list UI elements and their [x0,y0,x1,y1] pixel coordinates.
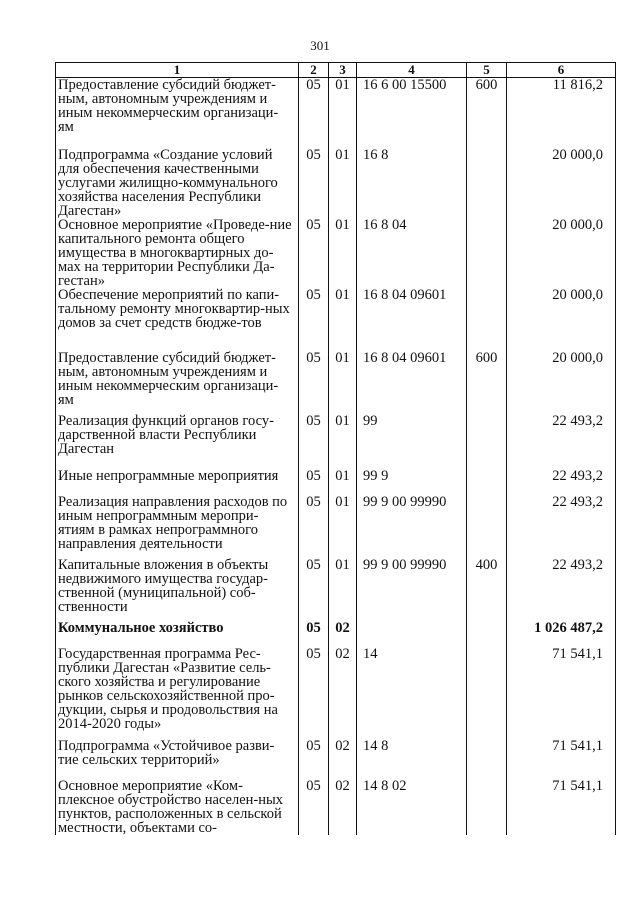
row-subsection: 02 [329,647,357,739]
table-row [56,351,616,414]
table-row [56,78,616,149]
page-number: 301 [310,38,330,53]
column-header-4: 4 [357,63,467,78]
row-expense-type [467,647,507,739]
row-amount: 11 816,2 [507,78,616,149]
row-expense-type [467,621,507,647]
row-amount: 20 000,0 [507,288,616,351]
row-section: 05 [299,414,329,469]
row-target-code [357,621,467,647]
row-name: Государственная программа Рес-публики Дагестан «Развитие сель-ского хозяйства и регулирование рынков сельскохозяйственной про-дукции, сырья и продовольствия на 2014-2020 годы» [56,647,299,739]
table-row [56,621,616,647]
column-header-5: 5 [467,63,507,78]
row-section: 05 [299,647,329,739]
row-expense-type [467,148,507,218]
row-subsection: 01 [329,218,357,288]
row-amount: 22 493,2 [507,495,616,558]
column-header-6: 6 [507,63,616,78]
row-subsection: 02 [329,739,357,779]
row-amount: 71 541,1 [507,739,616,779]
row-target-code: 14 8 [357,739,467,779]
table-row [56,414,616,469]
row-target-code: 16 8 04 09601 [357,288,467,351]
table-row [56,469,616,495]
table-row [56,779,616,835]
row-subsection: 01 [329,148,357,218]
table-row [56,647,616,739]
table-row [56,148,616,218]
row-subsection: 01 [329,288,357,351]
row-name: Подпрограмма «Устойчивое разви-тие сельских территорий» [56,739,299,779]
column-header-2: 2 [299,63,329,78]
row-target-code: 16 8 04 [357,218,467,288]
row-section: 05 [299,558,329,621]
row-subsection: 01 [329,78,357,149]
row-target-code: 99 9 00 99990 [357,495,467,558]
row-target-code: 14 8 02 [357,779,467,835]
row-target-code: 16 8 04 09601 [357,351,467,414]
table-row [56,288,616,351]
row-amount: 71 541,1 [507,647,616,739]
table-row [56,495,616,558]
row-amount: 20 000,0 [507,218,616,288]
row-expense-type [467,739,507,779]
row-section: 05 [299,621,329,647]
row-subsection: 01 [329,558,357,621]
row-section: 05 [299,469,329,495]
row-amount: 22 493,2 [507,469,616,495]
row-amount: 20 000,0 [507,148,616,218]
row-target-code: 99 9 00 99990 [357,558,467,621]
row-expense-type [467,288,507,351]
budget-table [55,62,616,835]
table-row [56,558,616,621]
row-name: Подпрограмма «Создание условий для обеспечения качественными услугами жилищно-коммунального хозяйства населения Республики Дагестан» [56,148,299,218]
row-target-code: 16 6 00 15500 [357,78,467,149]
row-expense-type [467,495,507,558]
row-name: Обеспечение мероприятий по капи-тальному ремонту многоквартир-ных домов за счет средств бюдже-тов [56,288,299,351]
row-subsection: 01 [329,414,357,469]
row-expense-type [467,779,507,835]
row-target-code: 99 [357,414,467,469]
row-expense-type: 400 [467,558,507,621]
row-expense-type [467,218,507,288]
row-section: 05 [299,351,329,414]
row-section: 05 [299,739,329,779]
row-section: 05 [299,495,329,558]
row-name: Реализация функций органов госу-дарственной власти Республики Дагестан [56,414,299,469]
row-section: 05 [299,779,329,835]
row-subsection: 01 [329,469,357,495]
row-subsection: 02 [329,779,357,835]
row-section: 05 [299,78,329,149]
row-subsection: 02 [329,621,357,647]
row-subsection: 01 [329,495,357,558]
row-section: 05 [299,148,329,218]
row-amount: 22 493,2 [507,558,616,621]
row-section: 05 [299,288,329,351]
row-target-code: 99 9 [357,469,467,495]
row-subsection: 01 [329,351,357,414]
row-name: Основное мероприятие «Проведе-ние капитального ремонта общего имущества в многоквартирных до-мах на территории Республики Да-гестан» [56,218,299,288]
row-amount: 22 493,2 [507,414,616,469]
row-name: Основное мероприятие «Ком-плексное обустройство населен-ных пунктов, расположенных в сельской местности, объектами со- [56,779,299,835]
row-target-code: 16 8 [357,148,467,218]
row-expense-type [467,469,507,495]
row-expense-type: 600 [467,78,507,149]
column-header-1: 1 [56,63,299,78]
row-amount: 20 000,0 [507,351,616,414]
row-section: 05 [299,218,329,288]
row-name: Реализация направления расходов по иным непрограммным меропри-ятиям в рамках непрограммного направления деятельности [56,495,299,558]
row-name: Предоставление субсидий бюджет-ным, автономным учреждениям и иным некоммерческим организаци-ям [56,351,299,414]
table-header-row [56,63,616,78]
row-name: Предоставление субсидий бюджет-ным, автономным учреждениям и иным некоммерческим организаци-ям [56,78,299,149]
row-name: Иные непрограммные мероприятия [56,469,299,495]
table-row [56,739,616,779]
row-expense-type [467,414,507,469]
row-amount: 71 541,1 [507,779,616,835]
row-target-code: 14 [357,647,467,739]
row-name: Коммунальное хозяйство [56,621,299,647]
row-expense-type: 600 [467,351,507,414]
row-name: Капитальные вложения в объекты недвижимого имущества государ-ственной (муниципальной) соб-ственности [56,558,299,621]
row-amount: 1 026 487,2 [507,621,616,647]
table-row [56,218,616,288]
column-header-3: 3 [329,63,357,78]
